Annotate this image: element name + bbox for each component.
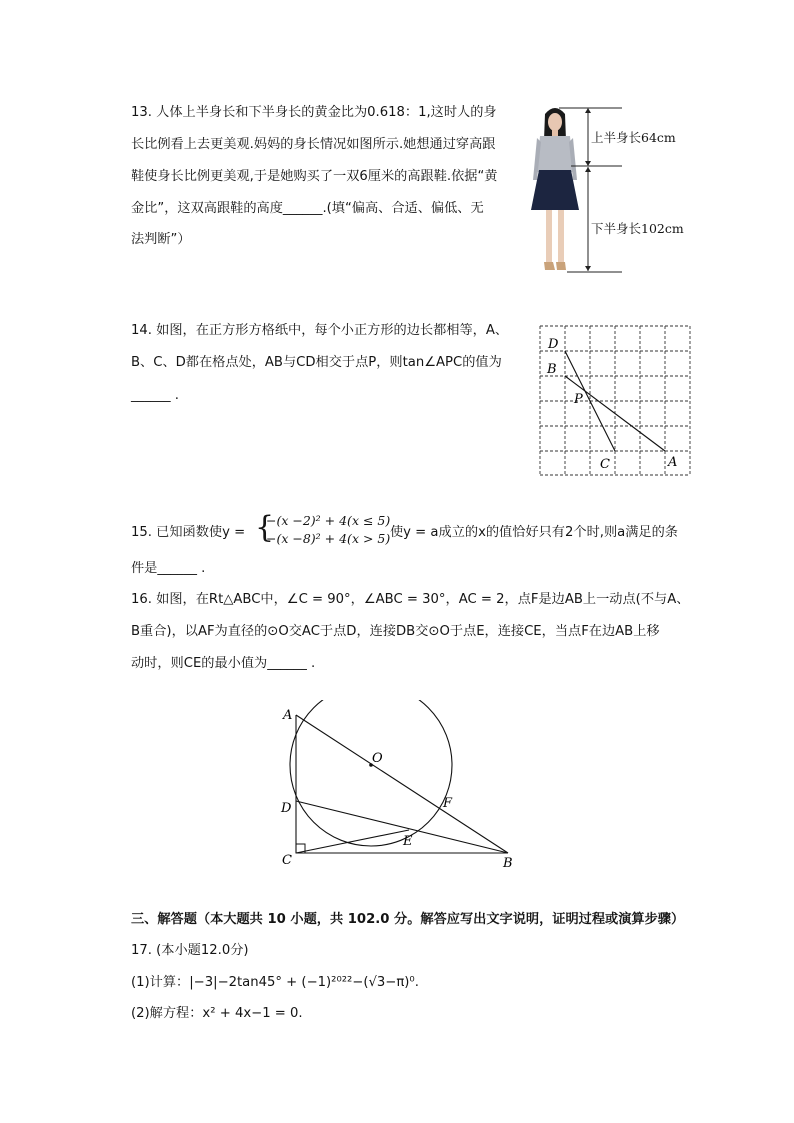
q13-line-1: 13. 人体上半身长和下半身长的黄金比为0.618：1,这时人的身 (131, 105, 497, 120)
q15-prefix: 15. 已知函数使y = (131, 525, 246, 540)
woman-figure-illustration (525, 100, 725, 280)
q17-part-1: (1)计算：|−3|−2tan45° + (−1)²⁰²²−(√3−π)⁰. (131, 975, 419, 990)
q16-triangle-figure (275, 700, 525, 875)
q15-suffix: 使y = a成立的x的值恰好只有2个时,则a满足的条 (390, 525, 678, 540)
point-O-label: O (372, 751, 383, 766)
point-B-label: B (503, 856, 513, 871)
q14-line-3: ______ . (131, 388, 179, 403)
q14-line-1: 14. 如图，在正方形方格纸中，每个小正方形的边长都相等，A、 (131, 323, 509, 338)
q13-line-3: 鞋使身长比例更美观,于是她购买了一双6厘米的高跟鞋.依据“黄 (131, 169, 498, 184)
section-3-heading: 三、解答题（本大题共 10 小题，共 102.0 分。解答应写出文字说明，证明过程或演算步骤） (131, 912, 685, 927)
point-A-label: A (283, 708, 293, 723)
q16-line-3: 动时，则CE的最小值为______ . (131, 656, 316, 671)
q16-line-2: B重合)，以AF为直径的⊙O交AC于点D，连接DB交⊙O于点E，连接CE，当点F在边AB上移 (131, 624, 660, 639)
q14-line-2: B、C、D都在格点处，AB与CD相交于点P，则tan∠APC的值为 (131, 355, 502, 370)
q13-figure (525, 100, 725, 280)
point-B-label: B (547, 362, 557, 377)
lower-body-label: 下半身长102cm (591, 221, 684, 236)
q17-part-2: (2)解方程：x² + 4x−1 = 0. (131, 1006, 303, 1021)
q13-line-2: 长比例看上去更美观.妈妈的身长情况如图所示.她想通过穿高跟 (131, 137, 496, 152)
q13-line-5: 法判断”） (131, 232, 191, 247)
grid-diagram (532, 318, 697, 480)
q15-brace: { (255, 510, 275, 545)
point-P-label: P (574, 392, 583, 407)
point-E-label: E (403, 834, 413, 849)
point-F-label: F (443, 796, 453, 811)
point-C-label: C (600, 457, 610, 472)
q14-grid-figure (532, 318, 697, 480)
point-D-label: D (281, 801, 292, 816)
q13-line-4: 金比”，这双高跟鞋的高度______.(填“偏高、合适、偏低、无 (131, 201, 484, 216)
point-C-label: C (282, 853, 292, 868)
q15-case-1: −(x −2)² + 4(x ≤ 5) (266, 513, 391, 528)
q16-line-1: 16. 如图，在Rt△ABC中，∠C = 90°，∠ABC = 30°，AC = 2，点F是边AB上一动点(不与A、 (131, 592, 690, 607)
upper-body-label: 上半身长64cm (591, 130, 676, 145)
q15-case-2: −(x −8)² + 4(x > 5) (266, 531, 391, 546)
q15-line-2: 件是______ . (131, 561, 206, 576)
q17-title: 17. (本小题12.0分) (131, 943, 249, 958)
circle-triangle-diagram (275, 700, 525, 875)
point-D-label: D (548, 337, 559, 352)
point-A-label: A (668, 455, 678, 470)
